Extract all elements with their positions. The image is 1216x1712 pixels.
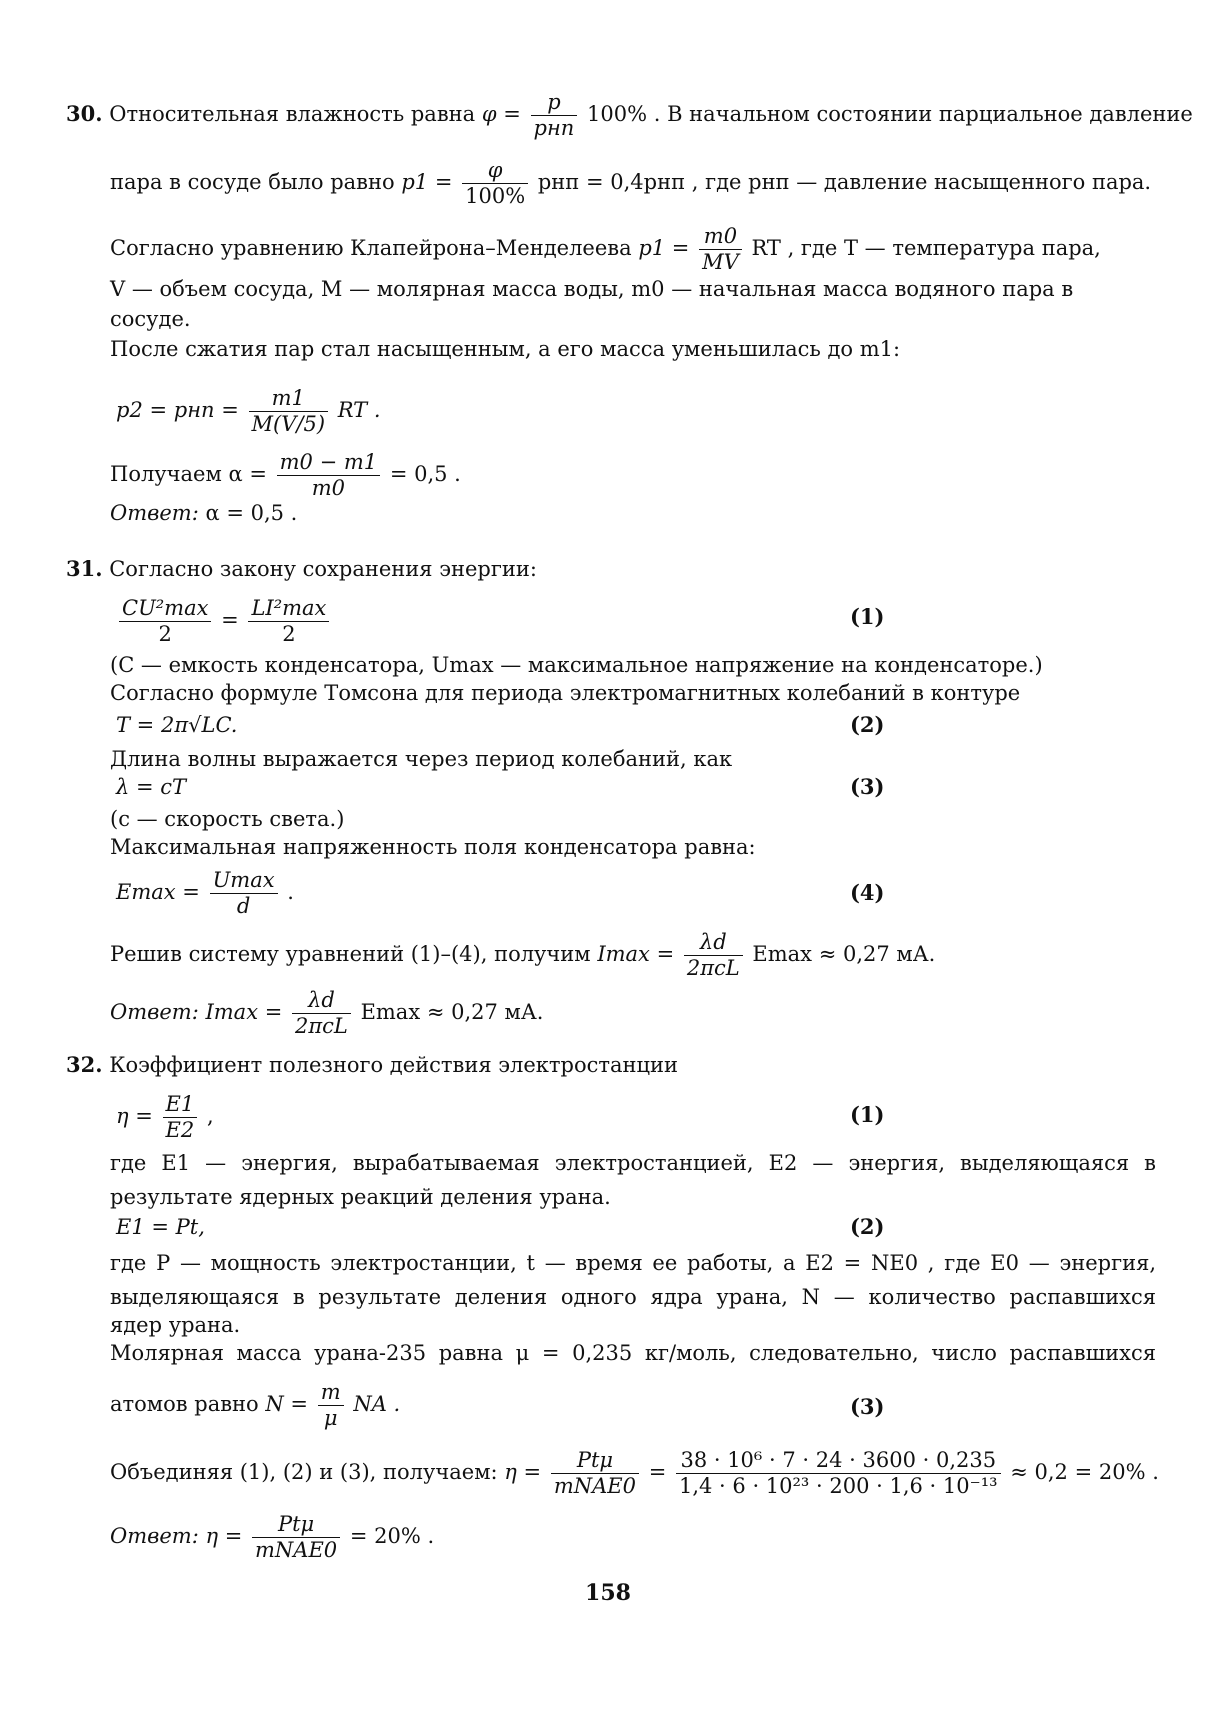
- p31-answer: Ответ: Imax = $\frac{\lambda d}{\text{2πcL}}$ Emax ≈ 0,27 мА.: [110, 988, 544, 1038]
- fraction: $\frac{m0 - m1}{m0}$: [277, 452, 381, 499]
- p30-line-2: пара в сосуде было равно p1 = $\frac{\varphi}{100\%}$ pнп = 0,4pнп , где pнп — давление насыщенного пара.: [110, 158, 1152, 208]
- p31-eq1: $\frac{\text{CU²max}}{2}$ = $\frac{\text{LI²max}}{2}$: [116, 598, 332, 645]
- problem-number: 31.: [66, 556, 103, 581]
- fraction: $\frac{\lambda d}{\text{2πcL}}$: [684, 932, 743, 979]
- p31-eq3: λ = cT: [116, 775, 187, 799]
- p32-line-2: где E1 — энергия, вырабатываемая электростанцией, E2 — энергия, выделяющаяся в: [110, 1151, 1156, 1175]
- fraction: $\frac{Umax}{d}$: [210, 870, 278, 917]
- fraction: $\frac{\text{CU²max}}{2}$: [119, 598, 211, 645]
- p30-line-8: Получаем α = $\frac{m0 - m1}{m0}$ = 0,5 .: [110, 450, 461, 500]
- problem-number: 30.: [66, 101, 103, 126]
- p30-line-7: p2 = pнп = $\frac{m1}{M(V/5)}$ RT .: [116, 386, 381, 436]
- equation-tag: (4): [850, 880, 885, 905]
- equation-tag: (1): [850, 604, 885, 629]
- fraction: $\frac{m1}{M(V/5)}$: [249, 388, 329, 435]
- p32-line-8: атомов равно N = $\frac{m}{\mu}$ NA .: [110, 1380, 401, 1430]
- equation-tag: (2): [850, 712, 885, 737]
- p30-answer: Ответ: α = 0,5 .: [110, 501, 298, 525]
- p31-line-6: Максимальная напряженность поля конденсатора равна:: [110, 835, 756, 859]
- p32-eq1: η = $\frac{E1}{E2}$ ,: [116, 1092, 214, 1142]
- equation-tag: (2): [850, 1214, 885, 1239]
- p31-line-5: (c — скорость света.): [110, 807, 345, 831]
- p30-line-3: Согласно уравнению Клапейрона–Менделеева p1 = $\frac{m0}{MV}$ RT , где T — температура пара,: [110, 224, 1101, 274]
- equation-tag: (3): [850, 1394, 885, 1419]
- problem-number: 32.: [66, 1052, 103, 1077]
- fraction: $\frac{\text{Ptμ}}{\text{mNAE0}}$: [551, 1450, 639, 1497]
- fraction: $\frac{\text{LI²max}}{2}$: [248, 598, 329, 645]
- equation-tag: (3): [850, 774, 885, 799]
- p31-eq4: Emax = $\frac{Umax}{d}$ .: [116, 868, 294, 918]
- fraction: $\frac{\varphi}{100\%}$: [462, 160, 528, 207]
- p30-line-4: V — объем сосуда, M — молярная масса воды, m0 — начальная масса водяного пара в: [110, 277, 1074, 301]
- fraction: $\frac{p}{\text{pнп}}$: [531, 92, 578, 139]
- p32-line-4: где P — мощность электростанции, t — время ее работы, а E2 = NE0 , где E0 — энергия,: [110, 1251, 1156, 1275]
- p30-line-5: сосуде.: [110, 307, 191, 331]
- page-number: 158: [585, 1580, 631, 1606]
- fraction: $\frac{\text{Ptμ}}{\text{mNAE0}}$: [252, 1514, 340, 1561]
- p31-line-1: 31. Согласно закону сохранения энергии:: [66, 556, 537, 581]
- p31-line-4: Длина волны выражается через период колебаний, как: [110, 747, 733, 771]
- p32-line-1: 32. Коэффициент полезного действия электростанции: [66, 1052, 679, 1077]
- fraction: $\frac{\lambda d}{\text{2πcL}}$: [292, 990, 351, 1037]
- p32-eq2: E1 = Pt,: [116, 1215, 205, 1239]
- p32-line-3: результате ядерных реакций деления урана.: [110, 1185, 611, 1209]
- p31-eq2: T = 2π√LC.: [116, 713, 238, 737]
- equation-tag: (1): [850, 1102, 885, 1127]
- p32-line-6: ядер урана.: [110, 1313, 241, 1337]
- p31-line-2: (C — емкость конденсатора, Umax — максимальное напряжение на конденсаторе.): [110, 653, 1043, 677]
- p30-line-1: 30. Относительная влажность равна φ = $\frac{p}{\text{pнп}}$ 100% . В начальном состоянии парциальное давление: [66, 90, 1193, 140]
- p31-line-7: Решив систему уравнений (1)–(4), получим Imax = $\frac{\lambda d}{\text{2πcL}}$ Emax ≈ 0,27 мА.: [110, 930, 936, 980]
- fraction: $\frac{m0}{MV}$: [699, 226, 742, 273]
- p32-line-5: выделяющаяся в результате деления одного ядра урана, N — количество распавшихся: [110, 1285, 1156, 1309]
- fraction: $\frac{\text{38 · 10⁶ · 7 · 24 · 3600 · 0,235}}{\text{1,4 · 6 · 10²³ · 200 · 1,6 · 10⁻¹³}}$: [676, 1450, 1001, 1497]
- p31-line-3: Согласно формуле Томсона для периода электромагнитных колебаний в контуре: [110, 681, 1021, 705]
- fraction: $\frac{m}{\mu}$: [318, 1382, 344, 1429]
- p32-line-7: Молярная масса урана-235 равна μ = 0,235 кг/моль, следовательно, число распавшихся: [110, 1341, 1156, 1365]
- p32-answer: Ответ: η = $\frac{\text{Ptμ}}{\text{mNAE0}}$ = 20% .: [110, 1512, 435, 1562]
- p32-line-9: Объединяя (1), (2) и (3), получаем: η = $\frac{\text{Ptμ}}{\text{mNAE0}}$ = $\frac{\text{38 · 10⁶ · 7 · 24 · 3600 · 0,235}}{\text{1,4 · 6 · 10²³ · 200 · 1,6 · 10⁻¹³}}$ ≈ 0,2 = 20% .: [110, 1448, 1159, 1498]
- fraction: $\frac{E1}{E2}$: [163, 1094, 198, 1141]
- p30-line-6: После сжатия пар стал насыщенным, а его масса уменьшилась до m1:: [110, 337, 901, 361]
